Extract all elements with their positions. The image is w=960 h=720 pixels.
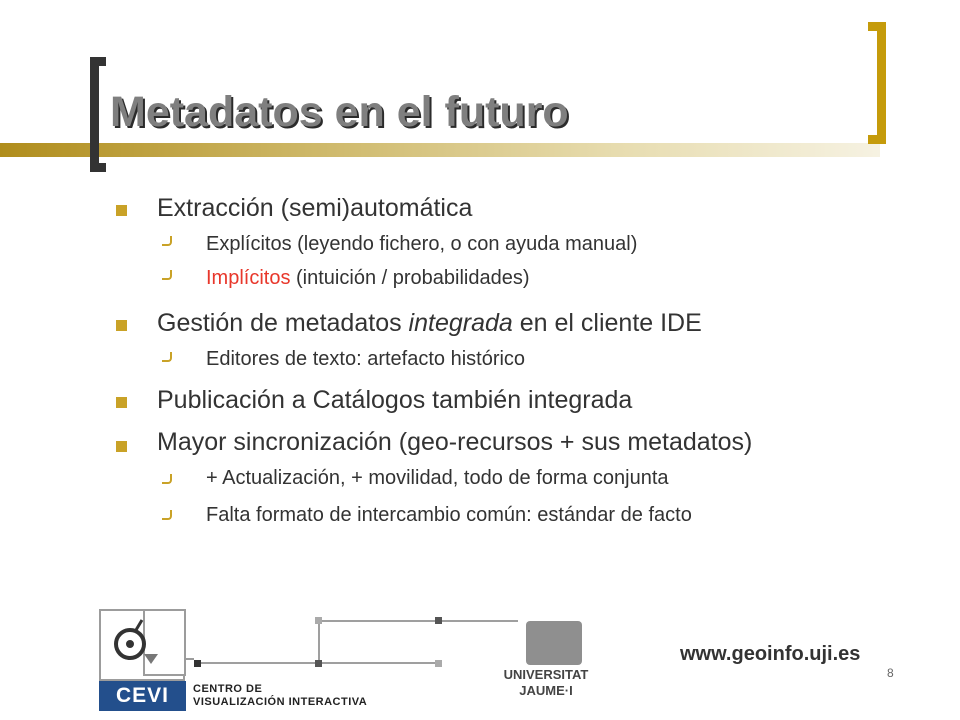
bullet-text: Gestión de metadatos: [157, 309, 409, 337]
uji-name-line2: JAUME·I: [519, 683, 573, 698]
bullet-square-icon: [116, 397, 127, 408]
network-node: [435, 660, 442, 667]
bullet-item: Extracción (semi)automática: [157, 194, 473, 222]
network-line: [196, 662, 318, 664]
sub-bullet-hook-icon: [162, 510, 172, 520]
network-line: [318, 620, 518, 622]
sub-bullet-item: Explícitos (leyendo fichero, o con ayuda manual): [206, 233, 638, 255]
left-bracket-decoration: [90, 57, 106, 172]
cevi-name-line1: CENTRO DE: [193, 683, 263, 695]
emphasis-text: integrada: [408, 309, 513, 337]
network-line: [318, 620, 320, 664]
network-node: [315, 660, 322, 667]
cevi-name: [193, 683, 367, 709]
bullet-square-icon: [116, 320, 127, 331]
sub-bullet-item: Editores de texto: artefacto histórico: [206, 348, 526, 370]
highlight-text: Implícitos: [206, 267, 291, 289]
bullet-square-icon: [116, 441, 127, 452]
sub-bullet-item: + Actualización, + movilidad, todo de forma conjunta: [206, 467, 669, 489]
sub-bullet-item: Falta formato de intercambio común: estándar de facto: [206, 504, 692, 526]
cevi-name-line2: VISUALIZACIÓN INTERACTIVA: [193, 696, 368, 708]
bullet-item: Mayor sincronización (geo-recursos + sus metadatos): [157, 428, 753, 456]
bullet-item: Publicación a Catálogos también integrada: [157, 386, 633, 414]
sub-bullet-hook-icon: [162, 474, 172, 484]
slide-title: Metadatos en el futuro: [110, 88, 569, 136]
sub-bullet-hook-icon: [162, 236, 172, 246]
right-bracket-decoration: [868, 22, 886, 144]
network-node: [435, 617, 442, 624]
sub-bullet-item: [206, 267, 530, 290]
uji-logo-text: [496, 667, 596, 699]
cevi-logo: CEVI: [99, 681, 186, 711]
network-line: [318, 662, 438, 664]
sub-bullet-text: (intuición / probabilidades): [290, 267, 530, 289]
bullet-text: en el cliente IDE: [512, 309, 702, 337]
cevi-eye-icon: [104, 618, 164, 674]
bullet-square-icon: [116, 205, 127, 216]
uji-name-line1: UNIVERSITAT: [503, 667, 589, 682]
website-link[interactable]: www.geoinfo.uji.es: [680, 643, 861, 665]
cevi-connector: [186, 658, 194, 660]
network-node: [194, 660, 201, 667]
bullet-item: [157, 309, 702, 338]
sub-bullet-hook-icon: [162, 270, 172, 280]
network-node: [315, 617, 322, 624]
title-underline-bar: [0, 143, 880, 157]
page-number: 8: [887, 666, 894, 680]
uji-logo-icon: [526, 621, 582, 665]
sub-bullet-hook-icon: [162, 352, 172, 362]
